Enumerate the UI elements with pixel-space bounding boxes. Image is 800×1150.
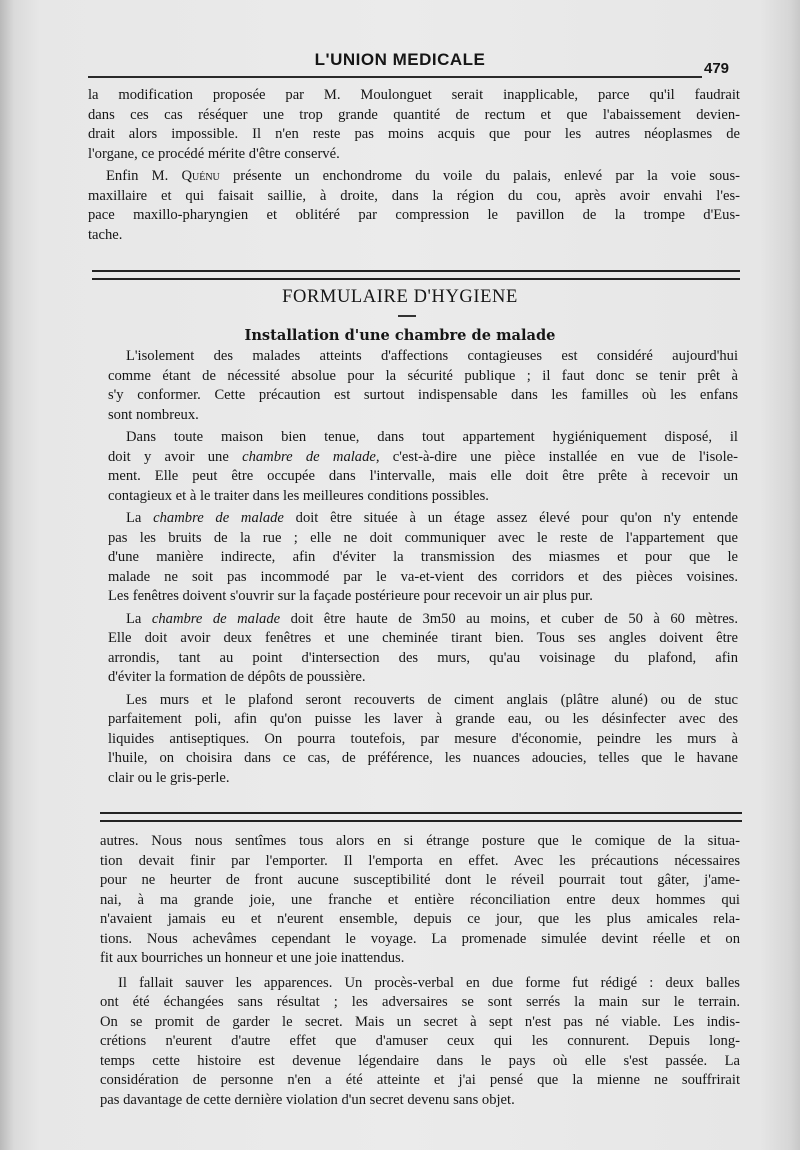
- section-subtitle: Installation d'une chambre de malade: [244, 327, 556, 344]
- text-line: parfaitement poli, afin qu'on puisse les laver à grande eau, ou les désinfecter avec des: [108, 711, 738, 727]
- text-line: Elle doit avoir deux fenêtres et une cheminée tirant bien. Tous ses angles doivent être: [108, 630, 738, 646]
- author-name: Quénu: [181, 168, 220, 184]
- text-line: [108, 448, 738, 468]
- text-line: contagieux et à le traiter dans les meilleures conditions possibles.: [108, 487, 489, 504]
- title-dash: [398, 315, 416, 317]
- story-continuation: [100, 832, 740, 1110]
- text-line: considération de personne n'en a été atteinte et j'ai pensé que la mienne ne souffrirait: [100, 1072, 740, 1088]
- text-line: [88, 167, 740, 187]
- text-line: la modification proposée par M. Moulonguet serait inapplicable, parce qu'il faudrait: [88, 87, 740, 103]
- text-span: doit y avoir une: [108, 448, 229, 465]
- emphasis: chambre de malade: [153, 510, 284, 526]
- text-line: s'y conformer. Cette précaution est surtout indispensable dans les familles où les enfans: [108, 387, 738, 403]
- text-line: nai, à ma grande joie, une franche et entière réconciliation entre deux hommes qui: [100, 891, 740, 908]
- text-line: L'isolement des malades atteints d'affections contagieuses est considéré aujourd'hui: [126, 348, 738, 364]
- text-line: sont nombreux.: [108, 406, 199, 423]
- text-line: Les murs et le plafond seront recouverts de ciment anglais (plâtre aluné) ou de stuc: [126, 691, 738, 708]
- hygiene-article: [108, 347, 738, 788]
- text-line: arrondis, tant au point d'intersection des murs, qu'au voisinage du plafond, afin: [108, 649, 738, 666]
- text-line: d'une manière indirecte, afin d'éviter la transmission des miasmes et pour que le: [108, 549, 738, 565]
- text-line: d'éviter la formation de dépôts de poussière.: [108, 669, 366, 685]
- page-number: 479: [704, 60, 730, 77]
- text-line: n'avaient jamais eu et n'eurent ensemble, depuis ce jour, que les plus amicales rela-: [100, 911, 740, 927]
- text-line: pace maxillo-pharyngien et oblitéré par compression le pavillon de la trompe d'Eus-: [88, 207, 740, 223]
- text-line: [108, 509, 738, 529]
- header-rule: [88, 76, 702, 78]
- emphasis: chambre de malade: [151, 610, 281, 627]
- text-span: doit être située à un étage assez élevé pour qu'on n'y entende: [295, 510, 738, 526]
- emphasis: chambre de malade,: [242, 448, 380, 465]
- text-line: maxillaire et qui faisait saillie, à droite, dans la région du cou, après avoir envahi l'es-: [88, 187, 740, 204]
- text-line: pas davantage de cette dernière violation d'un secret devenu sans objet.: [100, 1091, 515, 1108]
- text-line: l'huile, on choisira dans ce cas, de préférence, les nuances adoucies, telles que le havane: [108, 750, 738, 766]
- text-line: Dans toute maison bien tenue, dans tout appartement hygiéniquement disposé, il: [126, 429, 738, 445]
- text-line: ment. Elle peut être occupée dans l'intervalle, mais elle doit être prête à recevoir un: [108, 468, 738, 484]
- text-line: tion devait finir par l'emporter. Il l'emporta en effet. Avec les précautions nécessaires: [100, 852, 740, 869]
- text-line: temps cette histoire est devenue légendaire dans le pays où elle s'est passée. La: [100, 1052, 740, 1069]
- text-span: c'est-à-dire une pièce installée en vue de l'isole-: [392, 448, 738, 465]
- text-span: La: [126, 610, 142, 627]
- text-line: tache.: [88, 226, 123, 243]
- section-divider-bottom: [100, 812, 742, 822]
- text-line: Les fenêtres doivent s'ouvrir sur la façade postérieure pour recevoir un air plus pur.: [108, 588, 593, 604]
- text-span: présente un enchondrome du voile du palais, enlevé par la voie sous-: [232, 168, 740, 184]
- text-line: pour ne heurter de front aucune susceptibilité dont le réveil pourrait tout gâter, j'ame-: [100, 872, 740, 888]
- text-line: liquides antiseptiques. On pourra toutefois, par mesure d'économie, peindre les murs à: [108, 730, 738, 747]
- text-span: La: [126, 510, 142, 526]
- text-line: comme étant de nécessité absolue pour la sécurité publique ; il faut donc se tenir prêt à: [108, 367, 738, 384]
- text-line: crétions n'eurent d'autre effet que d'amuser ceux qui les connurent. Depuis long-: [100, 1033, 740, 1049]
- section-divider-top: [92, 270, 740, 280]
- text-line: On se promit de garder le secret. Mais un secret à sept n'est pas né viable. Les indis-: [100, 1013, 740, 1030]
- text-span: Enfin M.: [106, 168, 169, 184]
- running-head: L'UNION MEDICALE: [314, 50, 486, 69]
- text-line: clair ou le gris-perle.: [108, 769, 230, 786]
- text-line: l'organe, ce procédé mérite d'être conservé.: [88, 145, 340, 162]
- text-line: malade ne soit pas incommodé par le va-et-vient des corridors et des pièces voisines.: [108, 568, 738, 585]
- text-line: drait alors impossible. Il n'en reste pas moins acquis que pour les autres néoplasmes de: [88, 126, 740, 142]
- text-line: tions. Nous achevâmes cependant le voyage. La promenade simulée devint réelle et on: [100, 930, 740, 947]
- text-span: doit être haute de 3m50 au moins, et cuber de 50 à 60 mètres.: [290, 610, 738, 627]
- text-line: ont été échangées sans résultat ; les adversaires se sont serrés la main sur le terrain.: [100, 994, 740, 1010]
- section-title: FORMULAIRE D'HYGIENE: [282, 287, 518, 307]
- text-line: [108, 610, 738, 630]
- article-continuation: [88, 86, 740, 245]
- text-line: pas les bruits de la rue ; elle ne doit communiquer avec le reste de l'appartement que: [108, 529, 738, 546]
- text-line: Il fallait sauver les apparences. Un procès-verbal en due forme fut rédigé : deux balles: [118, 974, 740, 991]
- text-line: fit aux bourriches un honneur et une joie inattendus.: [100, 950, 405, 966]
- text-line: autres. Nous nous sentîmes tous alors en si étrange posture que le comique de la situa-: [100, 833, 740, 849]
- text-line: dans ces cas réséquer une trop grande quantité de rectum et que l'abaissement devien-: [88, 106, 740, 123]
